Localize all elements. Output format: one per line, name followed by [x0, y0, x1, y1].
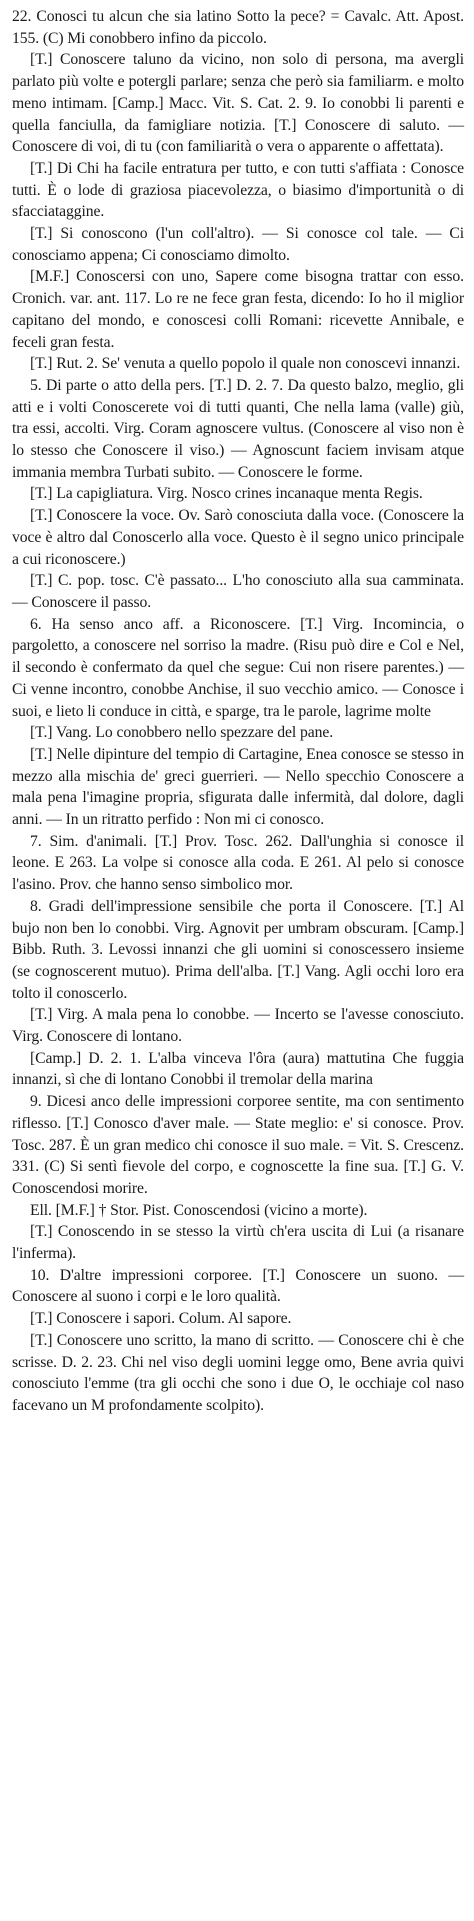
- entry-paragraph: [T.] Vang. Lo conobbero nello spezzare del pane.: [30, 724, 334, 742]
- entry-paragraph: [T.] Nelle dipinture del tempio di Cartagine, Enea conosce se stesso in mezzo alla mischia de' greci guerrieri. — Nello specchio Conoscere a mala pena l'imagine propria, sfigurata dalle infermità, dal dolore, dagli anni. — In un ritratto perfido : Non mi ci conosco.: [12, 745, 464, 829]
- entry-paragraph: 8. Gradi dell'impressione sensibile che porta il Conoscere. [T.] Al bujo non ben lo conobbi. Virg. Agnovit per umbram obscuram. [Camp.] Bibb. Ruth. 3. Levossi innanzi che gli uomini si conoscessero insieme (se cognoscerent mutuo). Prima dell'alba. [T.] Vang. Agli occhi loro era tolto il conoscerlo.: [12, 897, 464, 1002]
- entry-paragraph: [T.] C. pop. tosc. C'è passato... L'ho conosciuto alla sua camminata. — Conoscere il passo.: [12, 572, 464, 611]
- entry-paragraph: 5. Di parte o atto della pers. [T.] D. 2. 7. Da questo balzo, meglio, gli atti e i volti Conoscerete voi di tutti quanti, Che nella lama (valle) giù, tra essi, accolti. Virg. Coram agnoscere vultus. (Conoscere al viso non è lo stesso che Conoscere il viso.) — Agnoscunt faciem invisam atque immania membra Turbati subito. — Conoscere le forme.: [12, 376, 464, 481]
- entry-paragraph: 6. Ha senso anco aff. a Riconoscere. [T.] Virg. Incomincia, o pargoletto, a conoscere nel sorriso la madre. (Risu può dire e Col e Nel, il secondo è confermato da quel che segue: Cui non risere parentes.) — Ci venne incontro, conobbe Anchise, il suo vecchio amico. — Conosce i suoi, e lieto li conduce in città, e sparge, tra le parole, lagrime molte: [12, 615, 464, 720]
- entry-paragraph: [T.] La capigliatura. Virg. Nosco crines incanaque menta Regis.: [30, 485, 423, 503]
- entry-paragraph: 10. D'altre impressioni corporee. [T.] Conoscere un suono. — Conoscere al suono i corpi e le loro qualità.: [12, 1266, 464, 1306]
- entry-paragraph: 22. Conosci tu alcun che sia latino Sotto la pece? = Cavalc. Att. Apost. 155. (C) Mi conobbero infino da piccolo.: [12, 8, 464, 47]
- entry-paragraph: [T.] Conoscendo in se stesso la virtù ch'era uscita di Lui (a risanare l'inferma).: [12, 1223, 464, 1263]
- entry-paragraph: [T.] Rut. 2. Se' venuta a quello popolo il quale non conoscevi innanzi.: [30, 355, 461, 373]
- entry-paragraph: [T.] Conoscere la voce. Ov. Sarò conosciuta dalla voce. (Conoscere la voce è altro dal Conoscerlo alla voce. Questo è il segno unico principale a cui riconoscere.): [12, 507, 464, 568]
- entry-paragraph: 7. Sim. d'animali. [T.] Prov. Tosc. 262. Dall'unghia si conosce il leone. E 263. La volpe si conosce alla coda. E 261. Al pelo si conosce l'asino. Prov. che hanno senso simbolico mor.: [12, 832, 464, 894]
- entry-paragraph: [T.] Virg. A mala pena lo conobbe. — Incerto se l'avesse conosciuto. Virg. Conoscere di lontano.: [12, 1006, 464, 1046]
- entry-paragraph: [T.] Conoscere taluno da vicino, non solo di persona, ma avergli parlato più volte e potergli parlare; senza che però sia familiarm. e molto meno intimam. [Camp.] Macc. Vit. S. Cat. 2. 9. Io conobbi li parenti e quella fanciulla, da famigliare notizia. [T.] Conoscere di saluto. — Conoscere di voi, di tu (con familiarità o vera o apparente o affettata).: [12, 51, 464, 156]
- entry-paragraph: [T.] Conoscere uno scritto, la mano di scritto. — Conoscere chi è che scrisse. D. 2. 23. Chi nel viso degli uomini legge omo, Bene avria quivi conosciuto l'emme (tra gli occhi che sono i due O, le occhiaje col naso facevano un M profondamente scolpito).: [12, 1331, 464, 1414]
- entry-paragraph: [T.] Di Chi ha facile entratura per tutto, e con tutti s'affiata : Conosce tutti. È o lode di graziosa piacevolezza, o biasimo d'importunità o di sfacciataggine.: [12, 159, 464, 221]
- entry-paragraph: [T.] Conoscere i sapori. Colum. Al sapore.: [30, 1310, 292, 1328]
- entry-paragraph: 9. Dicesi anco delle impressioni corporee sentite, ma con sentimento riflesso. [T.] Conosco d'aver male. — State meglio: e' si conosce. Prov. Tosc. 287. È un gran medico chi conosce il suo male. = Vit. S. Crescenz. 331. (C) Si sentì fievole del corpo, e cognoscette la fine sua. [T.] G. V. Conoscendosi morire.: [12, 1093, 464, 1197]
- entry-paragraph: [M.F.] Conoscersi con uno, Sapere come bisogna trattar con esso. Cronich. var. ant. 117. Lo re ne fece gran festa, dicendo: Io ho il miglior capitano del mondo, e conoscesi colli Romani: ricevette Annibale, e feceli gran festa.: [12, 268, 464, 351]
- dictionary-entry: [12, 6, 464, 1417]
- entry-paragraph: Ell. [M.F.] † Stor. Pist. Conoscendosi (vicino a morte).: [30, 1201, 368, 1219]
- entry-paragraph: [Camp.] D. 2. 1. L'alba vinceva l'ôra (aura) mattutina Che fuggia innanzi, sì che di lontano Conobbi il tremolar della marina: [12, 1049, 464, 1089]
- entry-paragraph: [T.] Si conoscono (l'un coll'altro). — Si conosce col tale. — Ci conosciamo appena; Ci conosciamo dimolto.: [12, 225, 464, 264]
